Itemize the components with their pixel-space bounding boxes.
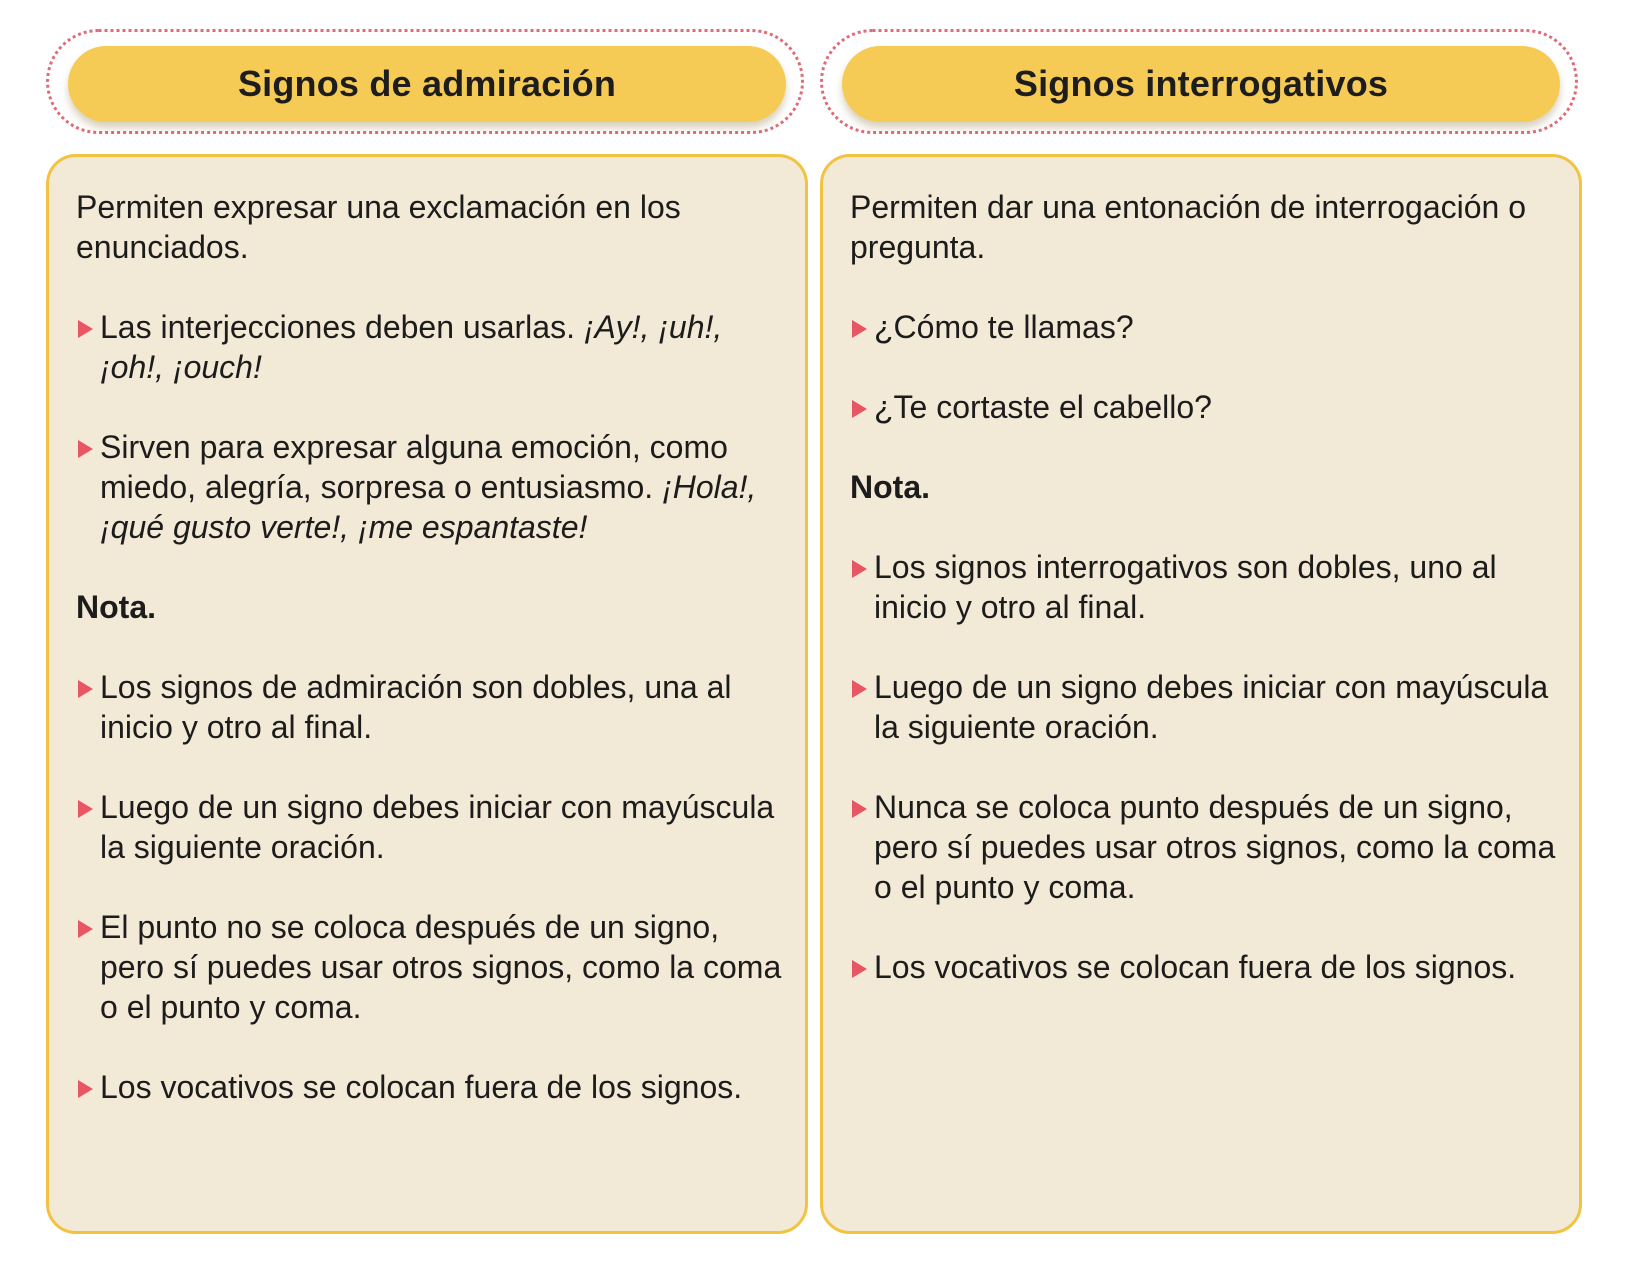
note-item (850, 787, 1557, 907)
list-item (76, 307, 783, 387)
bullet-icon (852, 320, 867, 338)
note-item-text: Los vocativos se colocan fuera de los signos. (100, 1069, 743, 1105)
note-item-text: El punto no se coloca después de un signo, pero sí puedes usar otros signos, como la coma o el punto y coma. (100, 909, 782, 1025)
list-item-text: ¿Te cortaste el cabello? (874, 389, 1212, 425)
list-item-text: Sirven para expresar alguna emoción, como miedo, alegría, sorpresa o entusiasmo. (100, 429, 728, 505)
list-item-example: ¡Ay!, ¡uh!, ¡oh!, ¡ouch! (100, 309, 723, 385)
bullet-icon (78, 440, 93, 458)
note-item (76, 787, 783, 867)
bullet-icon (78, 320, 93, 338)
admiration-header (68, 46, 786, 122)
bullet-icon (852, 800, 867, 818)
bullet-icon (852, 960, 867, 978)
bullet-icon (78, 800, 93, 818)
bullet-icon (78, 1080, 93, 1098)
bullet-icon (78, 680, 93, 698)
list-item (76, 427, 783, 547)
note-label: Nota. (850, 469, 930, 505)
note-item (76, 1067, 783, 1107)
admiration-intro: Permiten expresar una exclamación en los enunciados. (76, 189, 681, 265)
note-item (76, 667, 783, 747)
interrogative-card (820, 154, 1582, 1234)
interrogative-title: Signos interrogativos (1013, 63, 1389, 104)
bullet-icon (852, 400, 867, 418)
note-item-text: Nunca se coloca punto después de un signo, pero sí puedes usar otros signos, como la coma o el punto y coma. (874, 789, 1556, 905)
bullet-icon (78, 920, 93, 938)
note-item (850, 947, 1557, 987)
interrogative-intro: Permiten dar una entonación de interrogación o pregunta. (850, 189, 1526, 265)
note-item-text: Luego de un signo debes iniciar con mayúscula la siguiente oración. (874, 669, 1549, 745)
list-item-text: Las interjecciones deben usarlas. (100, 309, 584, 345)
list-item (850, 387, 1557, 427)
interrogative-header (842, 46, 1560, 122)
admiration-card (46, 154, 808, 1234)
list-item-text: ¿Cómo te llamas? (874, 309, 1134, 345)
list-item (850, 307, 1557, 347)
note-label: Nota. (76, 589, 156, 625)
note-item (76, 907, 783, 1027)
admiration-title: Signos de admiración (237, 63, 617, 104)
list-item-example: ¡Hola!, ¡qué gusto verte!, ¡me espantaste! (100, 469, 757, 545)
note-item-text: Luego de un signo debes iniciar con mayúscula la siguiente oración. (100, 789, 775, 865)
note-item (850, 547, 1557, 627)
note-item-text: Los signos de admiración son dobles, una al inicio y otro al final. (100, 669, 732, 745)
bullet-icon (852, 680, 867, 698)
note-item-text: Los signos interrogativos son dobles, uno al inicio y otro al final. (874, 549, 1497, 625)
note-item-text: Los vocativos se colocan fuera de los signos. (874, 949, 1517, 985)
bullet-icon (852, 560, 867, 578)
note-item (850, 667, 1557, 747)
